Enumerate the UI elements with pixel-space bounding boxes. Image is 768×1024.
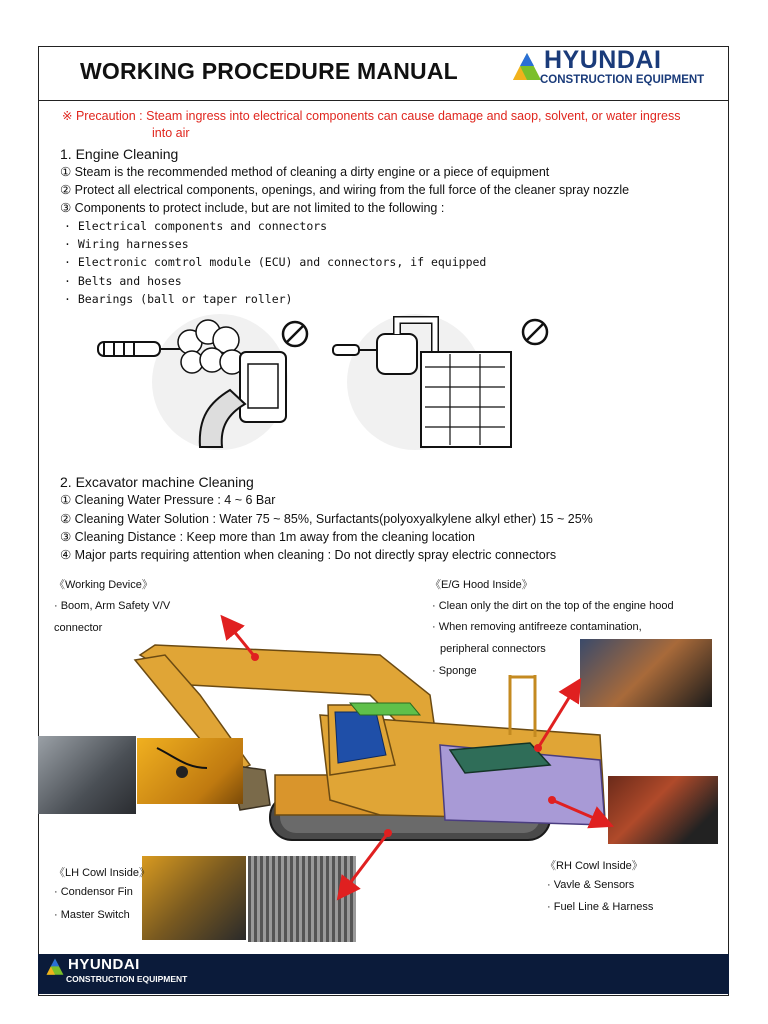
engine-cleaning-illustration-left [80,312,320,452]
component-bullet: · Electrical components and connectors [64,219,328,233]
arm-connector-photo [137,738,243,804]
section-2-item: ④ Major parts requiring attention when cleaning : Do not directly spray electric connectors [60,548,557,562]
header-divider [38,100,729,101]
section-2-heading: 2. Excavator machine Cleaning [60,474,254,490]
footer-bar [38,954,729,994]
brand-name: HYUNDAI [544,46,662,74]
working-device-line: connector [54,622,103,634]
eg-hood-line: · Sponge [432,665,477,677]
brand-subtitle: CONSTRUCTION EQUIPMENT [540,74,705,86]
footer-brand-name: HYUNDAI [68,956,140,973]
precaution-line-2: into air [152,126,190,140]
component-bullet: · Belts and hoses [64,274,182,288]
connector-icon [137,738,243,804]
engine-cleaning-illustration-right [325,312,565,452]
working-device-title: 《Working Device》 [54,579,153,591]
working-device-line: · Boom, Arm Safety V/V [54,600,171,612]
component-bullet: · Bearings (ball or taper roller) [64,292,293,306]
eg-hood-line: · Clean only the dirt on the top of the engine hood [432,600,674,612]
section-2-item: ② Cleaning Water Solution : Water 75 ~ 85%, Surfactants(polyoxyalkylene alkyl ether) 15 ~ 25% [60,512,593,526]
master-switch-photo [142,856,246,940]
rh-cowl-line: · Vavle & Sensors [547,879,635,891]
engine-hood-inside-photo [580,639,712,707]
hyundai-footer-logo-icon [46,958,64,976]
component-bullet: · Wiring harnesses [64,237,189,251]
eg-hood-line: peripheral connectors [440,643,546,655]
eg-hood-title: 《E/G Hood Inside》 [430,579,533,591]
section-2-item: ③ Cleaning Distance : Keep more than 1m away from the cleaning location [60,530,475,544]
condensor-fin-photo [248,856,356,942]
rh-cowl-title: 《RH Cowl Inside》 [545,860,643,872]
page-title: WORKING PROCEDURE MANUAL [80,58,458,84]
brand-logo [510,46,730,94]
section-2-item: ① Cleaning Water Pressure : 4 ~ 6 Bar [60,493,276,507]
section-1-item: ② Protect all electrical components, openings, and wiring from the full force of the cleaner spray nozzle [60,183,630,197]
eg-hood-line: · When removing antifreeze contamination, [432,621,642,633]
section-1-item: ① Steam is the recommended method of cleaning a dirty engine or a piece of equipment [60,165,550,179]
section-1-heading: 1. Engine Cleaning [60,146,179,162]
precaution-line-1: ※ Precaution : Steam ingress into electrical components can cause damage and saop, solvent, or water ingress [62,109,681,123]
lh-cowl-title: 《LH Cowl Inside》 [54,867,150,879]
hyundai-logo-icon [512,52,542,82]
rh-cowl-inside-photo [608,776,718,844]
rh-cowl-line: · Fuel Line & Harness [547,901,654,913]
footer-brand-subtitle: CONSTRUCTION EQUIPMENT [66,974,188,984]
lh-cowl-line: · Condensor Fin [54,886,133,898]
precaution-note [62,108,712,142]
boom-valve-photo [38,736,136,814]
section-1-item: ③ Components to protect include, but are not limited to the following : [60,201,445,215]
lh-cowl-line: · Master Switch [54,909,130,921]
component-bullet: · Electronic comtrol module (ECU) and connectors, if equipped [64,255,487,269]
